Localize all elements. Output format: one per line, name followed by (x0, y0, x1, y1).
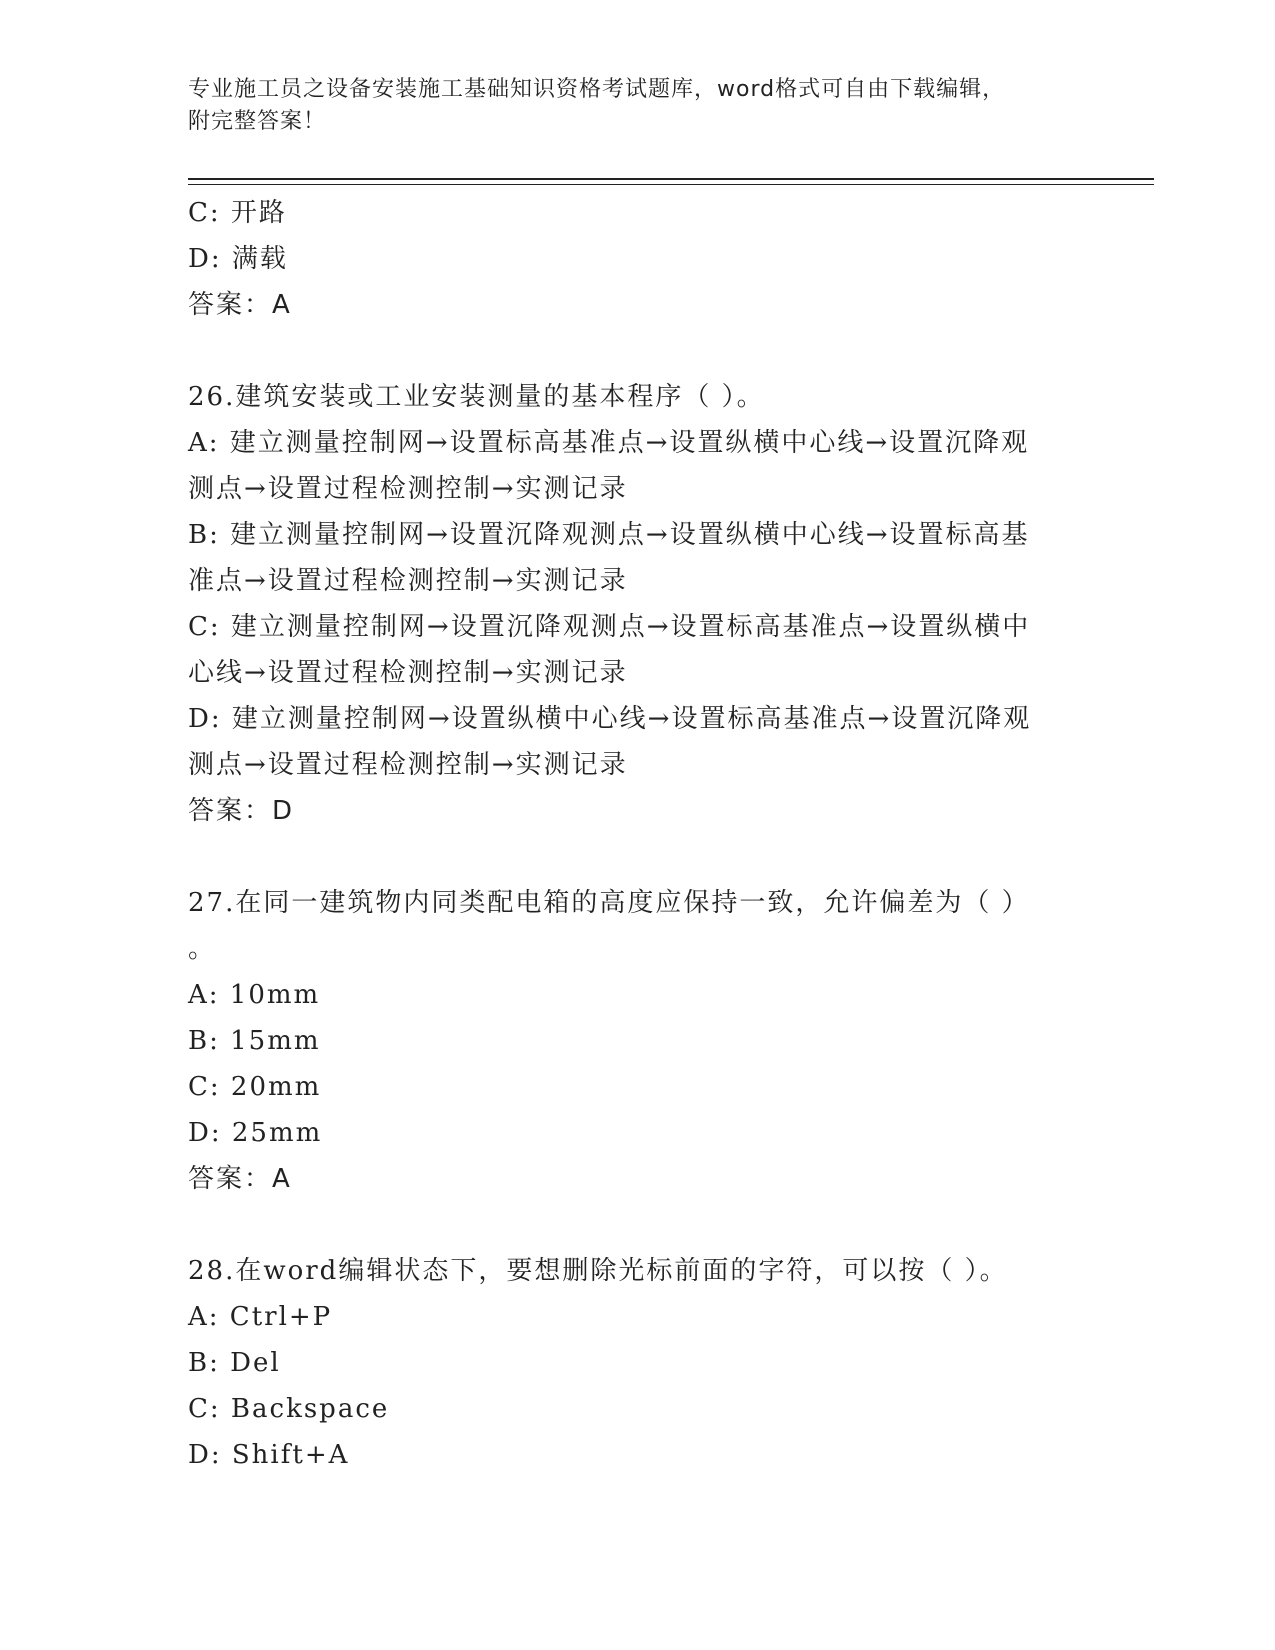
q27-option-d: D: 25mm (188, 1118, 323, 1148)
question-content (188, 190, 1088, 1478)
header-line-2: 附完整答案！ (188, 109, 327, 134)
q27-option-a: A: 10mm (188, 980, 321, 1010)
spacer (188, 328, 1088, 374)
q26-option-b-line-1: B: 建立测量控制网→设置沉降观测点→设置纵横中心线→设置标高基 (188, 520, 1030, 550)
q26-question: 26.建筑安装或工业安装测量的基本程序（ ）。 (188, 382, 765, 412)
spacer (188, 1202, 1088, 1248)
q27-option-c: C: 20mm (188, 1072, 322, 1102)
spacer (188, 834, 1088, 880)
q26-option-c-line-2: 心线→设置过程检测控制→实测记录 (188, 658, 628, 688)
q28-question: 28.在word编辑状态下，要想删除光标前面的字符，可以按（ ）。 (188, 1256, 1008, 1286)
q28-option-d: D: Shift+A (188, 1440, 350, 1470)
header-line-1: 专业施工员之设备安装施工基础知识资格考试题库，word格式可自由下载编辑， (188, 77, 1006, 102)
q28-option-a: A: Ctrl+P (188, 1302, 333, 1332)
header-divider-thick (188, 178, 1154, 180)
document-header (188, 74, 1068, 138)
q28-option-c: C: Backspace (188, 1394, 390, 1424)
q25-answer: 答案：A (188, 290, 292, 320)
q26-option-a-line-2: 测点→设置过程检测控制→实测记录 (188, 474, 628, 504)
q27-question-line-2: 。 (188, 934, 217, 964)
q26-option-b-line-2: 准点→设置过程检测控制→实测记录 (188, 566, 628, 596)
q26-option-a-line-1: A: 建立测量控制网→设置标高基准点→设置纵横中心线→设置沉降观 (188, 428, 1030, 458)
q28-option-b: B: Del (188, 1348, 281, 1378)
q26-answer: 答案：D (188, 796, 295, 826)
q26-option-c-line-1: C: 建立测量控制网→设置沉降观测点→设置标高基准点→设置纵横中 (188, 612, 1031, 642)
q27-option-b: B: 15mm (188, 1026, 321, 1056)
q27-question-line-1: 27.在同一建筑物内同类配电箱的高度应保持一致，允许偏差为（ ） (188, 888, 1030, 918)
q26-option-d-line-2: 测点→设置过程检测控制→实测记录 (188, 750, 628, 780)
q26-option-d-line-1: D: 建立测量控制网→设置纵横中心线→设置标高基准点→设置沉降观 (188, 704, 1032, 734)
q25-option-c: C: 开路 (188, 198, 287, 228)
q27-answer: 答案：A (188, 1164, 292, 1194)
header-divider-thin (188, 184, 1154, 185)
q25-option-d: D: 满载 (188, 244, 288, 274)
